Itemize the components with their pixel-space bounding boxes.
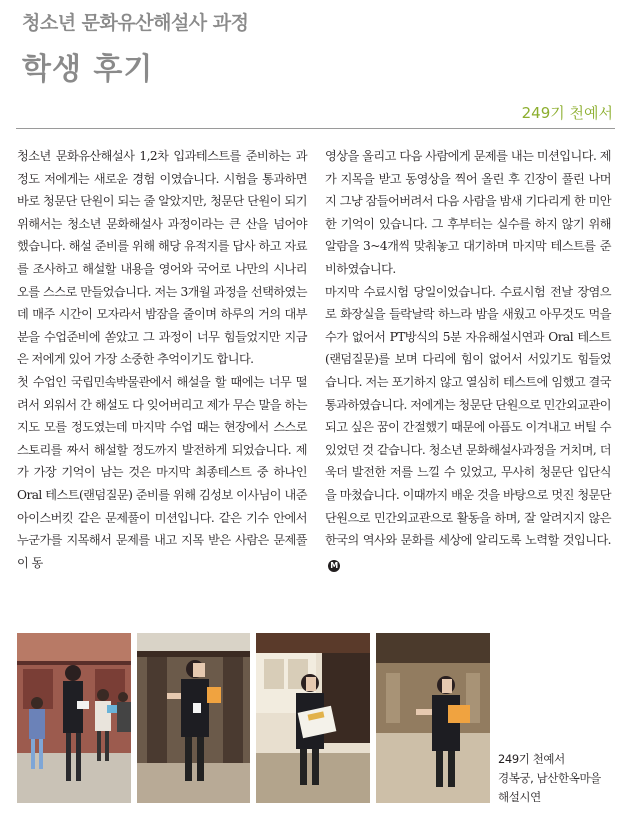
article-paragraph: 첫 수업인 국립민속박물관에서 해설을 할 때에는 너무 떨려서 외워서 간 해설도 다 잊어버리고 제가 무슨 말을 하는지도 모를 정도였는데 마지막 수업 때는 현장에서 스스로 스토리를 짜서 해설할 정도까지 발전하게 되었습니다. 제가 가장 기억이 남는 것은 마지막 최종테스트 중 하나인 Oral 테스트(랜덤질문) 준비를 위해 김성보 이사님이 내준 아이스버킷 같은 문제풀이 미션입니다. 같은 기수 안에서 누군가를 지목해서 문제를 내고 지목 받은 사람은 문제풀이 동 bbox=[17, 374, 307, 570]
article-paragraph-text: 마지막 수료시험 당일이었습니다. 수료시험 전날 장염으로 화장실을 들락날락 하느라 밤을 새웠고 아무것도 먹을 수가 없어서 PT방식의 5분 자유해설시연과 Oral 테스트(랜덤질문)를 보며 다리에 힘이 없어서 서있기도 힘들었습니다. 저는 포기하지 않고 열심히 테스트에 임했고 결국 통과하였습니다. 저에게는 청문단 단원으로 민간외교관이 되고 싶은 꿈이 간절했기 때문에 아픔도 이겨내고 버틸 수 있었던 것 같습니다. 청소년 문화해설사과정을 거치며, 더욱더 발전한 저를 느낄 수 있었고, 무사히 청문단 입단식을 마쳤습니다. 이때까지 배운 것을 바탕으로 멋진 청문단 단원으로 민간외교관으로 활동을 하며, 잘 알려지지 않은 한국의 역사와 문화를 세상에 알리도록 노력할 것입니다. bbox=[325, 284, 611, 548]
photo-caption bbox=[498, 750, 601, 807]
page-title: 학생 후기 bbox=[22, 52, 154, 87]
caption-line: 249기 천예서 bbox=[498, 752, 565, 766]
photo-presenter-folder bbox=[137, 633, 250, 803]
article-paragraph bbox=[325, 281, 611, 575]
end-mark-icon: M bbox=[328, 560, 340, 572]
author-byline: 249기 천예서 bbox=[521, 104, 613, 122]
header-divider bbox=[16, 128, 615, 129]
photo-presenter-hanok bbox=[256, 633, 370, 803]
article-paragraph: 영상을 올리고 다음 사람에게 문제를 내는 미션입니다. 제가 지목을 받고 동영상을 찍어 올린 후 긴장이 풀린 나머지 그냥 잠들어버려서 다음 사람을 밤새 기다리게 한 미안한 기억이 있습니다. 그 후부터는 실수를 하지 않기 위해 알람을 3~4개씩 맞춰놓고 대기하며 마지막 테스트를 준비하였습니다. bbox=[325, 149, 611, 276]
caption-line: 해설시연 bbox=[498, 790, 541, 804]
section-kicker: 청소년 문화유산해설사 과정 bbox=[22, 12, 249, 34]
article-column-right bbox=[325, 145, 611, 574]
photo-group-at-palace bbox=[17, 633, 131, 803]
photo-presenter-courtyard bbox=[376, 633, 490, 803]
article-column-left bbox=[17, 145, 307, 574]
article-paragraph: 청소년 문화유산해설사 1,2차 입과테스트를 준비하는 과정도 저에게는 새로운 경험 이였습니다. 시험을 통과하면 바로 청문단 단원이 되는 줄 알았지만, 청문단 단원이 되기 위해서는 청소년 문화해설사 과정이라는 큰 산을 넘어야 했습니다. 해설 준비를 위해 해당 유적지를 답사 하고 자료를 조사하고 해설할 내용을 영어와 국어로 나만의 시나리오를 스스로 만들었습니다. 저는 3개월 과정을 선택하였는데 매주 시간이 모자라서 밤잠을 줄이며 하루의 거의 대부분을 수업준비에 쏟았고 그 과정이 너무 힘들었지만 지금은 저에게 있어 가장 소중한 추억이기도 합니다. bbox=[17, 149, 307, 367]
caption-line: 경복궁, 남산한옥마을 bbox=[498, 771, 601, 785]
